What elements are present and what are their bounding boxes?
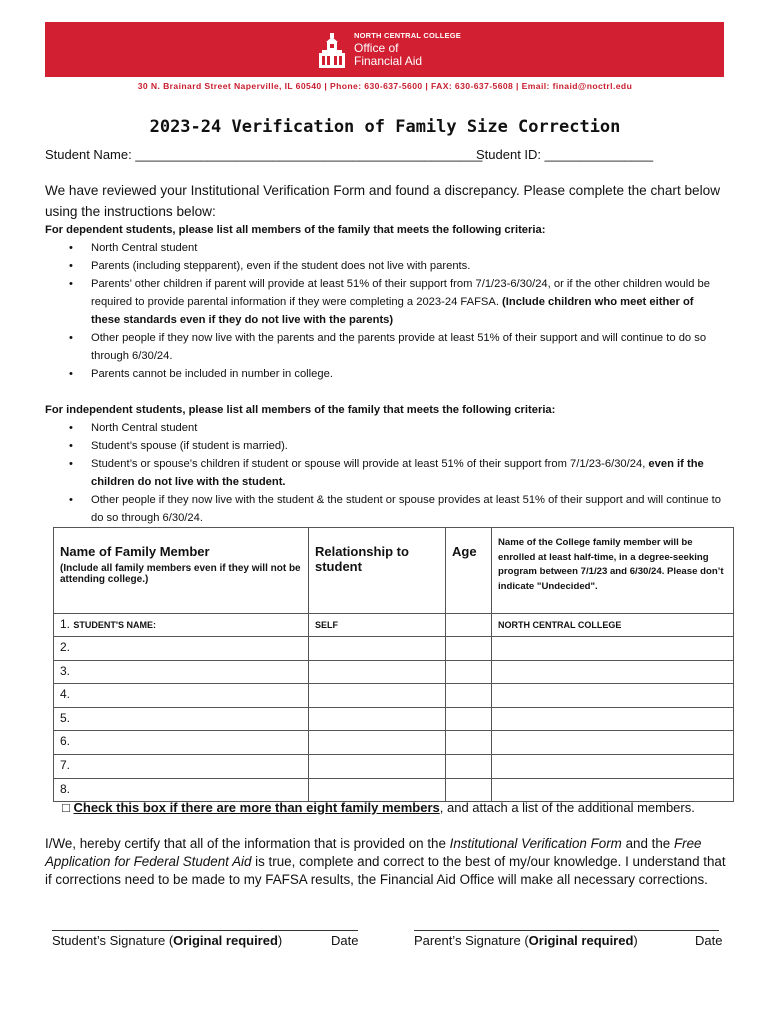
list-item: • Student’s or spouse’s children if student or spouse will provide at least 51% of their support from 7/1/23-6/30/24, even if the children do not live with the student. <box>45 455 725 491</box>
row-name-cell[interactable]: 1. STUDENT'S NAME: <box>54 614 309 637</box>
table-row <box>54 684 734 708</box>
row-college-cell[interactable] <box>492 731 734 755</box>
college-name: NORTH CENTRAL COLLEGE <box>354 31 461 40</box>
checkbox-label: Check this box if there are more than eight family members <box>73 800 440 815</box>
row-age-cell[interactable] <box>446 778 492 802</box>
list-item: • North Central student <box>45 239 725 257</box>
certification-paragraph: I/We, hereby certify that all of the information that is provided on the Institutional Verification Form and the Free Application for Federal Student Aid is true, complete and correct to the best of my/our knowledge. I understand that if corrections need to be made to my FAFSA results, the Financial Aid Office will make all necessary corrections. <box>45 836 726 887</box>
office-line2: Financial Aid <box>354 53 423 68</box>
table-row <box>54 614 734 637</box>
dependent-heading: For dependent students, please list all members of the family that meets the following criteria: <box>45 224 546 236</box>
row-college-cell[interactable]: NORTH CENTRAL COLLEGE <box>492 614 734 637</box>
parent-signature-label: Parent’s Signature (Original required) <box>414 933 638 948</box>
list-item: • Parents (including stepparent), even if the student does not live with parents. <box>45 257 725 275</box>
row-college-cell[interactable] <box>492 660 734 684</box>
row-age-cell[interactable] <box>446 614 492 637</box>
row-college-cell[interactable] <box>492 778 734 802</box>
parent-date-label: Date <box>695 933 723 948</box>
row-age-cell[interactable] <box>446 754 492 778</box>
contact-info: 30 N. Brainard Street Naperville, IL 60540 | Phone: 630-637-5600 | FAX: 630-637-5608 | Email: finaid@noctrl.edu <box>137 81 633 91</box>
col-college-header: Name of the College family member will be enrolled at least half-time, in a degree-seeking program between 7/1/23 and 6/30/24. Please don’t indicate "Undecided". <box>492 528 734 614</box>
list-item: • Parents cannot be included in number in college. <box>45 365 725 383</box>
row-relationship-cell[interactable] <box>309 660 446 684</box>
college-tower-logo <box>316 32 348 70</box>
col-age-header: Age <box>446 528 492 614</box>
page-title: 2023-24 Verification of Family Size Correction <box>149 117 621 137</box>
row-college-cell[interactable] <box>492 754 734 778</box>
row-relationship-cell[interactable] <box>309 684 446 708</box>
table-row <box>54 660 734 684</box>
student-name-field[interactable]: Student Name: ________________________________________________ <box>45 147 483 162</box>
row-relationship-cell[interactable] <box>309 707 446 731</box>
more-members-checkbox-line <box>62 800 695 815</box>
student-signature-label: Student’s Signature (Original required) <box>52 933 283 948</box>
dependent-criteria-list <box>45 239 725 383</box>
list-item: • Other people if they now live with the student & the student or spouse provides at least 51% of their support and will continue to do so through 6/30/24. <box>45 491 725 527</box>
student-signature-line[interactable] <box>52 930 358 931</box>
row-relationship-cell[interactable] <box>309 731 446 755</box>
row-relationship-cell[interactable] <box>309 778 446 802</box>
list-item: • North Central student <box>45 419 725 437</box>
row-age-cell[interactable] <box>446 637 492 661</box>
more-members-checkbox[interactable]: □ <box>62 800 70 815</box>
row-college-cell[interactable] <box>492 637 734 661</box>
row-name-cell[interactable]: 5. <box>54 707 309 731</box>
family-members-table <box>53 527 734 802</box>
table-row <box>54 707 734 731</box>
row-college-cell[interactable] <box>492 707 734 731</box>
intro-paragraph: We have reviewed your Institutional Verification Form and found a discrepancy. Please complete the chart below using the instructions below: <box>45 183 721 219</box>
list-item: • Other people if they now live with the parents and the parents provide at least 51% of their support and will continue to do so through 6/30/24. <box>45 329 725 365</box>
office-line1: Office of <box>354 40 399 55</box>
row-name-cell[interactable]: 8. <box>54 778 309 802</box>
table-row <box>54 637 734 661</box>
table-row <box>54 754 734 778</box>
student-date-label: Date <box>331 933 359 948</box>
col-name-header: Name of Family Member (Include all family members even if they will not be attending college.) <box>54 528 309 614</box>
row-name-cell[interactable]: 4. <box>54 684 309 708</box>
parent-signature-line[interactable] <box>414 930 719 931</box>
row-college-cell[interactable] <box>492 684 734 708</box>
row-name-cell[interactable]: 2. <box>54 637 309 661</box>
table-header-row <box>54 528 734 614</box>
table-row <box>54 731 734 755</box>
row-relationship-cell[interactable]: SELF <box>309 614 446 637</box>
checkbox-suffix: , and attach a list of the additional members. <box>439 800 695 815</box>
independent-heading: For independent students, please list all members of the family that meets the following criteria: <box>45 404 556 416</box>
row-relationship-cell[interactable] <box>309 637 446 661</box>
row-age-cell[interactable] <box>446 731 492 755</box>
row-name-cell[interactable]: 7. <box>54 754 309 778</box>
list-item: • Parents’ other children if parent will provide at least 51% of their support from 7/1/23-6/30/24, or if the other children would be required to provide parental information if they were completing a 2023-24 FAFSA. (Include children who meet either of these standards even if they do not live with the parents) <box>45 275 725 329</box>
row-age-cell[interactable] <box>446 684 492 708</box>
row-age-cell[interactable] <box>446 707 492 731</box>
independent-criteria-list <box>45 419 725 527</box>
row-relationship-cell[interactable] <box>309 754 446 778</box>
col-relationship-header: Relationship to student <box>309 528 446 614</box>
row-age-cell[interactable] <box>446 660 492 684</box>
student-id-field[interactable]: Student ID: _______________ <box>476 147 654 162</box>
row-name-cell[interactable]: 6. <box>54 731 309 755</box>
office-wordmark <box>354 32 461 67</box>
table-row <box>54 778 734 802</box>
row-name-cell[interactable]: 3. <box>54 660 309 684</box>
list-item: • Student’s spouse (if student is married). <box>45 437 725 455</box>
